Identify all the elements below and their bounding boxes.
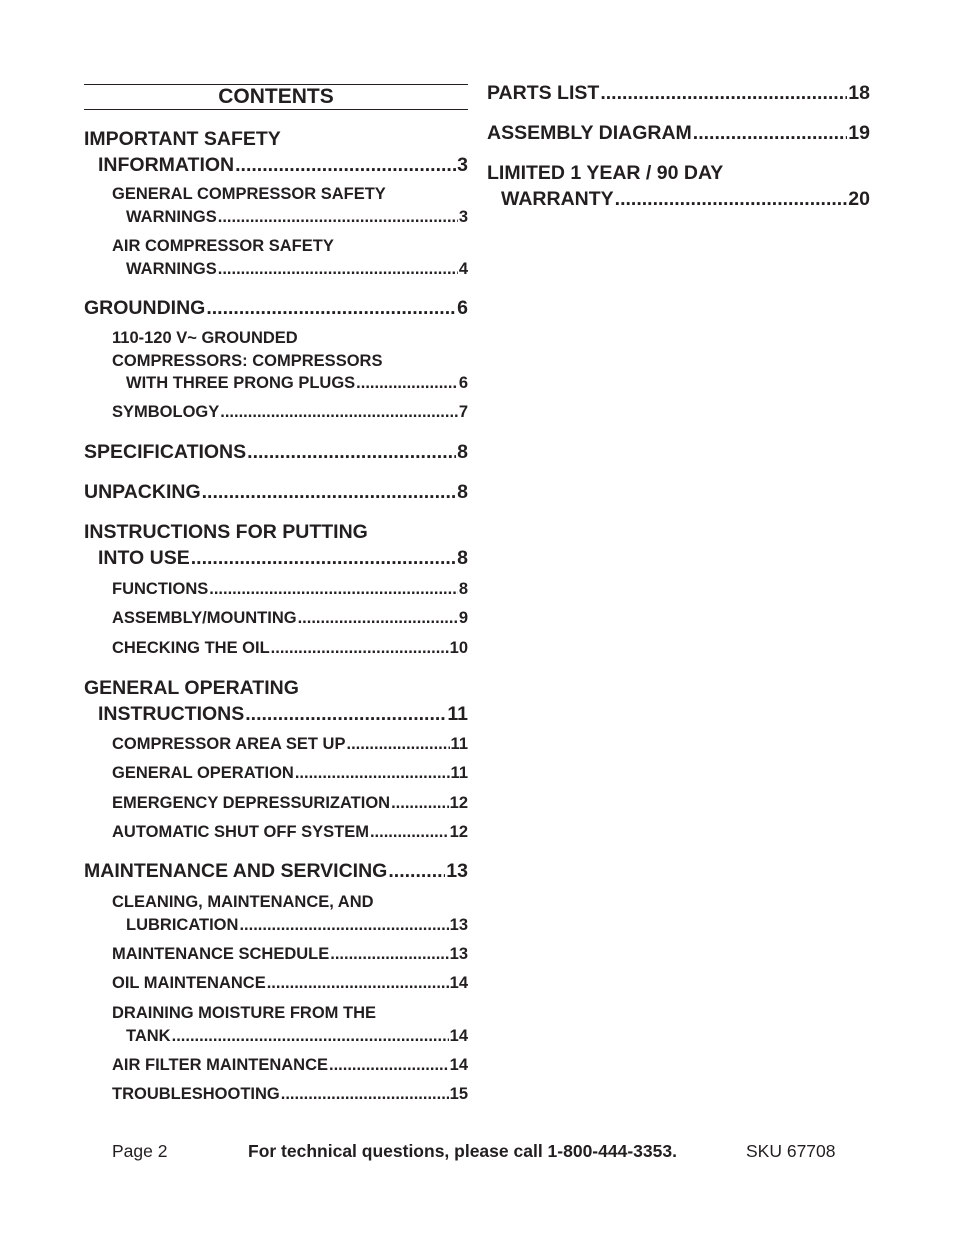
toc-entry-row: [112, 914, 468, 937]
toc-dot-leader: [615, 186, 848, 212]
toc-entry-row: [84, 701, 468, 727]
toc-entry: [84, 675, 468, 727]
toc-subentry: [84, 733, 468, 756]
toc-entry-title: CHECKING THE OIL: [112, 639, 270, 657]
toc-page-number: 12: [449, 794, 468, 812]
toc-entry-row: [112, 733, 468, 756]
toc-entry: [84, 439, 468, 465]
toc-entry-title: ASSEMBLY/MOUNTING: [112, 609, 297, 627]
toc-entry-title: UNPACKING: [84, 481, 201, 503]
toc-subentry: [84, 401, 468, 424]
toc-subentry: [84, 578, 468, 601]
toc-entry-title: EMERGENCY DEPRESSURIZATION: [112, 794, 391, 812]
toc-dot-leader: [206, 295, 456, 321]
toc-dot-leader: [298, 607, 458, 630]
toc-entry-line: CLEANING, MAINTENANCE, AND: [112, 893, 374, 911]
toc-subentry: [84, 792, 468, 815]
toc-entry-line: DRAINING MOISTURE FROM THE: [112, 1004, 376, 1022]
toc-entry-row: [84, 152, 468, 178]
toc-subentry: [84, 943, 468, 966]
toc-page-number: 13: [449, 945, 468, 963]
toc-entry-title: INTO USE: [98, 547, 190, 569]
toc-entry-row: [112, 821, 468, 844]
toc-dot-leader: [218, 258, 458, 281]
toc-page-number: 6: [457, 297, 468, 319]
toc-entry: [84, 479, 468, 505]
toc-dot-leader: [693, 120, 848, 146]
toc-entry-title: COMPRESSOR AREA SET UP: [112, 735, 346, 753]
toc-entry-line: AIR COMPRESSOR SAFETY: [112, 237, 334, 255]
toc-entry-row: [112, 607, 468, 630]
toc-entry-line: GENERAL COMPRESSOR SAFETY: [112, 185, 386, 203]
toc-dot-leader: [391, 792, 449, 815]
toc-dot-leader: [329, 1054, 449, 1077]
toc-entry: [487, 160, 870, 212]
toc-entry-row: [112, 258, 468, 281]
toc-entry-row: [112, 1025, 468, 1048]
toc-dot-leader: [247, 439, 456, 465]
toc-page-number: 14: [449, 1026, 468, 1045]
toc-entry-title: INFORMATION: [98, 154, 235, 176]
toc-dot-leader: [239, 914, 448, 937]
toc-entry-line: LIMITED 1 YEAR / 90 DAY: [487, 162, 724, 184]
toc-entry-row: [84, 439, 468, 465]
toc-page-number: 8: [458, 580, 468, 598]
toc-entry-title: OIL MAINTENANCE: [112, 974, 266, 992]
toc-page-number: 9: [458, 609, 468, 627]
toc-page-number: 19: [848, 122, 870, 144]
toc-entry-title: MAINTENANCE AND SERVICING: [84, 860, 388, 882]
toc-entry-title: MAINTENANCE SCHEDULE: [112, 945, 330, 963]
toc-subentry: [84, 183, 468, 228]
toc-page-number: 20: [848, 188, 870, 210]
toc-entry-line: IMPORTANT SAFETY: [84, 128, 281, 150]
footer-tech-support: For technical questions, please call 1-800-444-3353.: [248, 1141, 677, 1161]
toc-entry-row: [487, 80, 870, 106]
toc-entry-line: COMPRESSORS: COMPRESSORS: [112, 351, 383, 370]
toc-entry-line: INSTRUCTIONS FOR PUTTING: [84, 521, 368, 543]
toc-entry: [487, 80, 870, 106]
toc-dot-leader: [235, 152, 456, 178]
toc-subentry: [84, 1083, 468, 1106]
toc-entry-line: 110-120 V~ GROUNDED: [112, 329, 298, 347]
toc-page-number: 14: [449, 1056, 468, 1074]
toc-page-number: 3: [457, 154, 468, 176]
toc-page-number: 8: [457, 547, 468, 569]
toc-subentry: [84, 607, 468, 630]
toc-entry-row: [112, 637, 468, 660]
toc-subentry: [84, 762, 468, 785]
toc-subentry: [84, 327, 468, 395]
toc-entry-title: LUBRICATION: [126, 915, 239, 934]
toc-entry-row: [112, 1083, 468, 1106]
toc-entry-title: SPECIFICATIONS: [84, 441, 247, 463]
toc-entry-row: [112, 762, 468, 785]
toc-page-number: 6: [458, 374, 468, 392]
toc-subentry: [84, 972, 468, 995]
toc-entry-title: PARTS LIST: [487, 82, 600, 104]
toc-entry-title: WITH THREE PRONG PLUGS: [126, 374, 356, 392]
footer-page-number: Page 2: [112, 1141, 168, 1161]
toc-dot-leader: [271, 637, 449, 660]
toc-entry: [84, 126, 468, 178]
toc-dot-leader: [388, 858, 445, 884]
toc-dot-leader: [281, 1083, 449, 1106]
toc-dot-leader: [218, 206, 458, 229]
toc-page-number: 12: [449, 823, 468, 841]
toc-entry-row: [112, 578, 468, 601]
toc-subentry: [84, 1002, 468, 1047]
toc-page-number: 11: [450, 735, 468, 753]
toc-entry-title: AIR FILTER MAINTENANCE: [112, 1056, 329, 1074]
toc-page-number: 8: [457, 441, 468, 463]
toc-entry-row: [112, 372, 468, 395]
toc-page-number: 11: [447, 703, 468, 725]
toc-entry-title: GENERAL OPERATION: [112, 764, 294, 782]
toc-subentry: [84, 891, 468, 936]
toc-entry: [487, 120, 870, 146]
toc-dot-leader: [191, 545, 456, 571]
toc-page-number: 15: [449, 1085, 468, 1103]
toc-entry-title: WARNINGS: [126, 259, 217, 278]
toc-entry-row: [112, 206, 468, 229]
toc-entry: [84, 858, 468, 884]
toc-page-number: 13: [449, 915, 468, 934]
toc-entry-row: [112, 972, 468, 995]
toc-page-number: 13: [446, 860, 468, 882]
toc-entry-title: WARRANTY: [501, 188, 614, 210]
toc-entry: [84, 519, 468, 571]
toc-entry-title: INSTRUCTIONS: [98, 703, 245, 725]
toc-page-number: 10: [449, 639, 468, 657]
toc-dot-leader: [330, 943, 448, 966]
toc-entry-row: [84, 545, 468, 571]
toc-dot-leader: [295, 762, 450, 785]
toc-page-number: 8: [457, 481, 468, 503]
toc-dot-leader: [202, 479, 457, 505]
toc-dot-leader: [370, 821, 449, 844]
toc-entry-row: [84, 479, 468, 505]
toc-entry-title: TANK: [126, 1026, 171, 1045]
contents-heading: CONTENTS: [84, 84, 468, 110]
toc-entry-row: [112, 792, 468, 815]
toc-entry-title: GROUNDING: [84, 297, 206, 319]
toc-entry-title: FUNCTIONS: [112, 580, 209, 598]
toc-dot-leader: [220, 401, 458, 424]
toc-dot-leader: [209, 578, 458, 601]
toc-entry-title: AUTOMATIC SHUT OFF SYSTEM: [112, 823, 369, 841]
toc-page-number: 14: [449, 974, 468, 992]
toc-page-number: 11: [450, 764, 468, 782]
footer-sku: SKU 67708: [746, 1141, 836, 1161]
toc-subentry: [84, 1054, 468, 1077]
toc-dot-leader: [172, 1025, 449, 1048]
toc-entry-line: GENERAL OPERATING: [84, 677, 299, 699]
toc-entry-row: [112, 401, 468, 424]
toc-entry: [84, 295, 468, 321]
toc-entry-row: [84, 858, 468, 884]
toc-entry-row: [112, 1054, 468, 1077]
toc-page-number: 18: [848, 82, 870, 104]
toc-subentry: [84, 821, 468, 844]
toc-entry-row: [487, 186, 870, 212]
toc-entry-title: WARNINGS: [126, 207, 217, 226]
toc-entry-row: [487, 120, 870, 146]
toc-subentry: [84, 637, 468, 660]
toc-entry-row: [84, 295, 468, 321]
toc-entry-title: SYMBOLOGY: [112, 403, 220, 421]
toc-page-number: 4: [458, 259, 468, 278]
toc-page-number: 7: [458, 403, 468, 421]
toc-dot-leader: [356, 372, 458, 395]
toc-subentry: [84, 235, 468, 280]
toc-entry-title: ASSEMBLY DIAGRAM: [487, 122, 692, 144]
toc-dot-leader: [346, 733, 449, 756]
toc-dot-leader: [267, 972, 449, 995]
toc-dot-leader: [245, 701, 446, 727]
toc-entry-row: [112, 943, 468, 966]
toc-dot-leader: [600, 80, 847, 106]
toc-page-number: 3: [458, 207, 468, 226]
toc-entry-title: TROUBLESHOOTING: [112, 1085, 280, 1103]
